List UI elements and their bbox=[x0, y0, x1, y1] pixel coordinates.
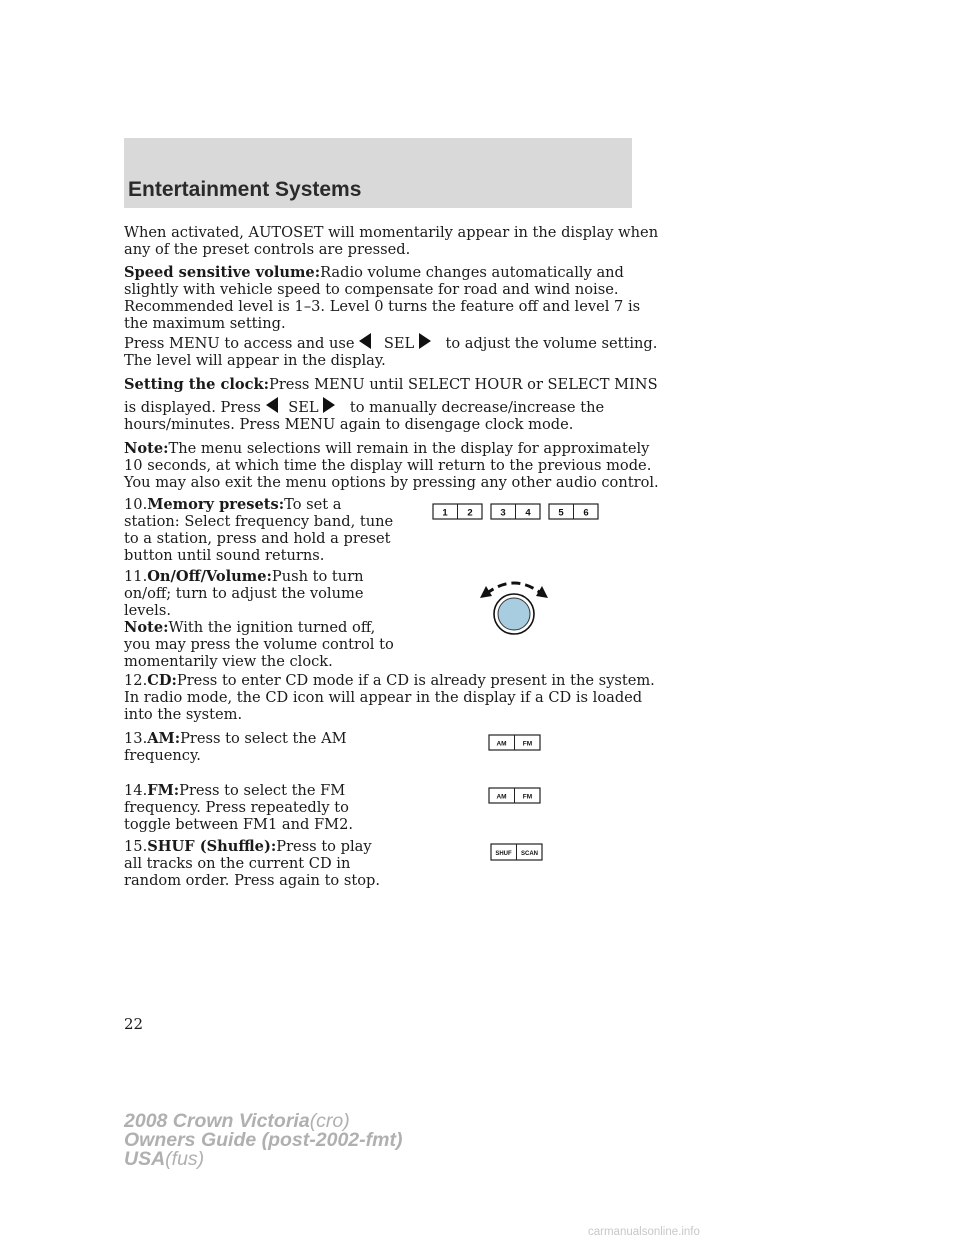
page-title: Entertainment Systems bbox=[128, 178, 362, 201]
clock-paragraph: Setting the clock:Press MENU until SELECT HOUR or SELECT MINS bbox=[124, 376, 658, 393]
volume-knob-icon bbox=[474, 568, 554, 640]
note-paragraph: Note:The menu selections will remain in the display for approximately 10 seconds, at which time the display will return to the previous mode. You may also exit the menu options by pressing any other audio control. bbox=[124, 440, 659, 491]
on-off-volume-paragraph: 11.On/Off/Volume:Push to turn on/off; turn to adjust the volume levels. Note:With the ignition turned off, you may press the volume control to momentarily view the clock. bbox=[124, 568, 394, 670]
fm-button-label: FM bbox=[522, 740, 533, 748]
left-arrow-icon bbox=[359, 333, 371, 349]
fm-button-label: FM bbox=[522, 793, 533, 801]
am-paragraph: 13.AM:Press to select the AM frequency. bbox=[124, 730, 347, 764]
footer: 2008 Crown Victoria(cro) Owners Guide (post-2002-fmt) USA(fus) bbox=[124, 1110, 403, 1170]
shuf-button-label: SHUF bbox=[495, 851, 512, 857]
page-number: 22 bbox=[124, 1015, 144, 1033]
fm-paragraph: 14.FM:Press to select the FM frequency. Press repeatedly to toggle between FM1 and FM2. bbox=[124, 782, 353, 833]
right-arrow-icon bbox=[323, 397, 335, 413]
shuffle-paragraph: 15.SHUF (Shuffle):Press to play all tracks on the current CD in random order. Press again to stop. bbox=[124, 838, 380, 889]
am-fm-button-icon bbox=[488, 734, 542, 752]
speed-volume-instruction: Press MENU to access and use SEL to adjust the volume setting. bbox=[124, 335, 658, 352]
speed-volume-level-note: The level will appear in the display. bbox=[124, 352, 386, 369]
preset-button-5: 5 bbox=[558, 507, 564, 519]
memory-preset-buttons bbox=[432, 503, 602, 521]
speed-volume-paragraph: Speed sensitive volume:Radio volume changes automatically and slightly with vehicle speed to compensate for road and wind noise. Recommended level is 1–3. Level 0 turns the feature off and level 7 is the maximum setting. bbox=[124, 264, 641, 332]
preset-button-4: 4 bbox=[525, 507, 531, 519]
am-button-label: AM bbox=[496, 793, 507, 801]
scan-button-label: SCAN bbox=[520, 851, 539, 857]
preset-button-3: 3 bbox=[500, 507, 506, 519]
clock-instruction: is displayed. Press SEL to manually decrease/increase the bbox=[124, 399, 605, 416]
am-button-label: AM bbox=[496, 740, 507, 748]
clock-disengage-text: hours/minutes. Press MENU again to disengage clock mode. bbox=[124, 416, 574, 433]
preset-button-1: 1 bbox=[442, 507, 448, 519]
shuf-scan-button-icon bbox=[490, 843, 544, 862]
watermark: carmanualsonline.info bbox=[588, 1226, 700, 1238]
right-arrow-icon bbox=[419, 333, 431, 349]
memory-presets-paragraph: 10.Memory presets:To set a station: Select frequency band, tune to a station, press and hold a preset button until sound returns. bbox=[124, 496, 394, 564]
preset-button-6: 6 bbox=[583, 507, 589, 519]
preset-button-2: 2 bbox=[467, 507, 473, 519]
am-fm-button-icon bbox=[488, 787, 542, 805]
cd-paragraph: 12.CD:Press to enter CD mode if a CD is already present in the system. In radio mode, the CD icon will appear in the display if a CD is loaded into the system. bbox=[124, 672, 655, 723]
left-arrow-icon bbox=[266, 397, 278, 413]
autoset-paragraph: When activated, AUTOSET will momentarily appear in the display when any of the preset controls are pressed. bbox=[124, 224, 659, 258]
